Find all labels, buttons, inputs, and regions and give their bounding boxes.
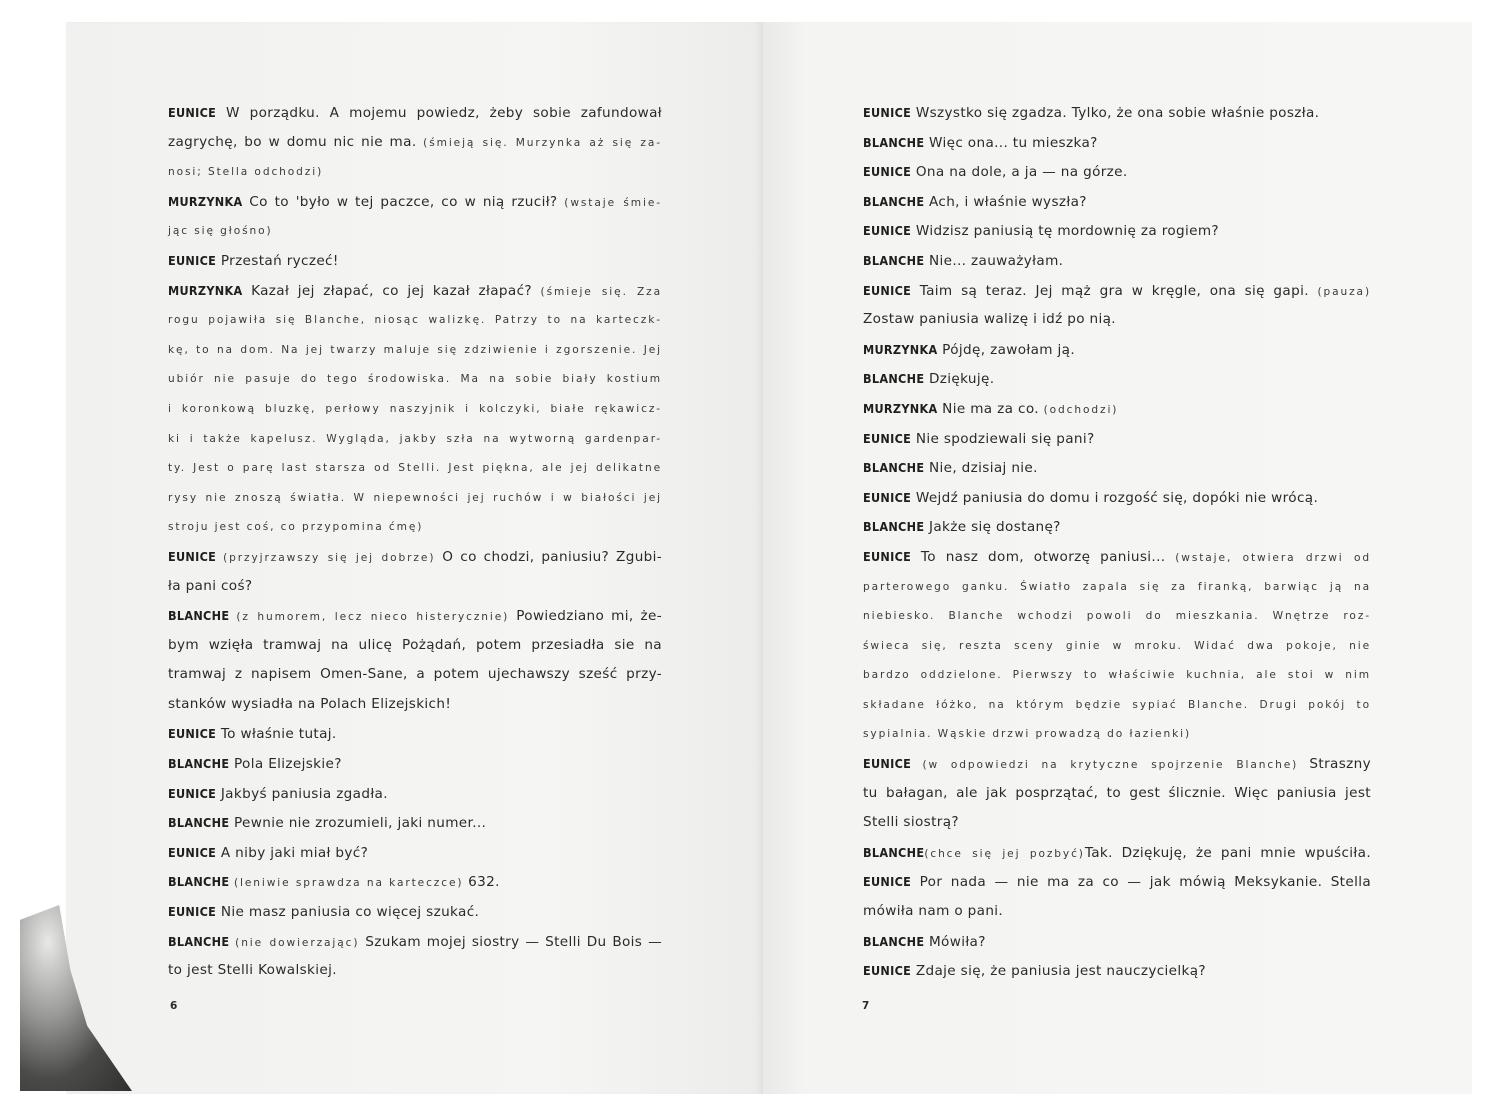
text-line — [863, 631, 1371, 661]
dialogue-text: Nie... zauważyłam. — [924, 252, 1064, 269]
text-line — [168, 335, 662, 365]
dialogue-text: Widzisz paniusią tę mordownię za rogiem? — [911, 223, 1219, 240]
dialogue-text: Wejdź paniusia do domu i rozgość się, dopóki nie wrócą. — [911, 489, 1319, 506]
text-line — [863, 660, 1371, 690]
stage-direction: stroju jest coś, co przypomina ćmę) — [168, 521, 424, 534]
text-line — [168, 867, 662, 897]
dialogue-text: Więc ona... tu mieszka? — [924, 134, 1098, 151]
dialogue-text — [911, 756, 922, 772]
text-line — [168, 601, 662, 631]
stage-direction: (śmieje się. Zza — [540, 285, 662, 298]
text-line — [168, 631, 662, 661]
stage-direction: (wstaje śmie- — [564, 196, 662, 209]
text-line — [863, 128, 1371, 158]
text-line — [863, 690, 1371, 720]
speaker-name: EUNICE — [168, 252, 217, 268]
stage-direction: (nie dowierzając) — [235, 936, 360, 949]
text-line — [863, 719, 1371, 749]
text-line — [168, 157, 662, 187]
dialogue-text: Taim są teraz. Jej mąż gra w kręgle, ona się gapi. — [911, 282, 1318, 299]
stage-direction: sypialnia. Wąskie drzwi prowadzą do łazienki) — [863, 728, 1191, 741]
dialogue-text: Ona na dole, a ja — na górze. — [911, 164, 1128, 181]
dialogue-text: Stelli siostrą? — [863, 814, 959, 831]
dialogue-text: tu bałagan, ale jak posprzątać, to gest ślicznie. Więc paniusia jest — [863, 784, 1371, 801]
stage-direction: nosi; Stella odchodzi) — [168, 166, 324, 179]
dialogue-text: mówiła nam o pani. — [863, 903, 1004, 920]
text-line — [168, 808, 662, 838]
dialogue-text: Powiedziano mi, że- — [509, 608, 662, 625]
speaker-name: BLANCHE — [168, 608, 230, 624]
dialogue-text: Pójdę, zawołam ją. — [937, 341, 1076, 358]
speaker-name: EUNICE — [863, 548, 912, 564]
stage-direction: ubiór nie pasuje do tego środowiska. Ma na sobie biały kostium — [168, 373, 662, 386]
text-line — [863, 216, 1371, 246]
text-line — [168, 542, 662, 572]
text-line — [168, 276, 662, 306]
stage-direction: (chce się jej pozbyć) — [924, 847, 1085, 860]
text-line — [168, 956, 662, 986]
speaker-name: EUNICE — [863, 963, 912, 979]
dialogue-text: stanków wysiadła na Polach Elizejskich! — [168, 695, 452, 712]
text-line — [168, 98, 662, 128]
dialogue-text: to jest Stelli Kowalskiej. — [168, 962, 337, 979]
right-page — [763, 22, 1472, 1094]
text-line — [863, 867, 1371, 897]
text-line — [863, 483, 1371, 513]
text-line — [863, 305, 1371, 335]
dialogue-text: Wszystko się zgadza. Tylko, że ona sobie właśnie poszła. — [911, 105, 1320, 121]
speaker-name: BLANCHE — [863, 252, 925, 268]
speaker-name: BLANCHE — [863, 844, 925, 860]
stage-direction: (z humorem, lecz nieco histerycznie) — [236, 611, 510, 624]
speaker-name: BLANCHE — [863, 193, 925, 209]
speaker-name: BLANCHE — [168, 874, 230, 890]
speaker-name: MURZYNKA — [863, 400, 938, 416]
stage-direction: świeca się, reszta sceny ginie w mroku. Widać dwa pokoje, nie — [863, 639, 1371, 652]
text-line — [168, 128, 662, 158]
dialogue-text: tramwaj z napisem Omen-Sane, a potem ujechawszy sześć przy- — [168, 666, 662, 683]
stage-direction: ki i także kapelusz. Wygląda, jakby szła na wytworną gardenpar- — [168, 432, 662, 445]
text-line — [168, 483, 662, 513]
right-page-number: 7 — [862, 1000, 870, 1012]
stage-direction: kę, to na dom. Na jej twarzy maluje się zdziwienie i zgorszenie. Jej — [168, 343, 662, 356]
dialogue-text: ła pani coś? — [168, 577, 253, 594]
dialogue-text: Szukam mojej siostry — Stelli Du Bois — — [359, 933, 663, 950]
speaker-name: EUNICE — [863, 223, 912, 239]
speaker-name: EUNICE — [168, 785, 217, 801]
stage-direction: ty. Jest o parę last starsza od Stelli. Jest piękna, ale jej delikatne — [168, 462, 662, 475]
dialogue-text: zagrychę, bo w domu nic nie ma. — [168, 133, 424, 150]
text-line — [863, 808, 1371, 838]
dialogue-text: Przestań ryczeć! — [216, 252, 339, 269]
stage-direction: rogu pojawiła się Blanche, niosąc walizkę. Patrzy to na karteczk- — [168, 314, 662, 327]
text-line — [863, 98, 1371, 128]
speaker-name: MURZYNKA — [168, 193, 243, 209]
text-line — [863, 364, 1371, 394]
dialogue-text: To właśnie tutaj. — [216, 726, 337, 743]
text-line — [168, 512, 662, 542]
speaker-name: EUNICE — [168, 548, 217, 564]
dialogue-text: Kazał jej złapać, co jej kazał złapać? — [242, 282, 541, 299]
dialogue-text: O co chodzi, paniusiu? Zgubi- — [435, 548, 663, 565]
speaker-name: EUNICE — [863, 489, 912, 505]
speaker-name: EUNICE — [168, 844, 217, 860]
dialogue-text: Nie masz paniusia co więcej szukać. — [216, 904, 480, 921]
text-line — [168, 572, 662, 602]
text-line — [863, 749, 1371, 779]
dialogue-text: Ach, i właśnie wyszła? — [924, 193, 1087, 210]
text-line — [863, 601, 1371, 631]
text-line — [863, 394, 1371, 424]
stage-direction: niebiesko. Blanche wchodzi powoli do mieszkania. Wnętrze roz- — [863, 610, 1371, 623]
stage-direction: (przyjrzawszy się jej dobrze) — [223, 551, 436, 564]
speaker-name: BLANCHE — [168, 933, 230, 949]
text-line — [863, 927, 1371, 957]
text-line — [863, 424, 1371, 454]
left-page-text — [168, 98, 662, 986]
speaker-name: BLANCHE — [863, 519, 925, 535]
text-line — [168, 364, 662, 394]
text-line — [863, 276, 1371, 306]
text-line — [168, 897, 662, 927]
text-line — [168, 660, 662, 690]
text-line — [863, 512, 1371, 542]
dialogue-text: Mówiła? — [924, 933, 986, 950]
text-line — [168, 305, 662, 335]
text-line — [168, 424, 662, 454]
speaker-name: EUNICE — [863, 282, 912, 298]
stage-direction: (wstaje, otwiera drzwi od — [1175, 551, 1371, 564]
dialogue-text: Zostaw paniusia walizę i idź po nią. — [863, 311, 1116, 328]
text-line — [863, 897, 1371, 927]
dialogue-text: Nie spodziewali się pani? — [911, 430, 1095, 447]
stage-direction: (śmieją się. Murzynka aż się za- — [423, 136, 662, 149]
speaker-name: BLANCHE — [863, 460, 925, 476]
speaker-name: MURZYNKA — [863, 341, 938, 357]
dialogue-text: Straszny — [1298, 756, 1371, 773]
text-line — [863, 838, 1371, 868]
speaker-name: BLANCHE — [168, 815, 230, 831]
text-line — [863, 246, 1371, 276]
stage-direction: jąc się głośno) — [168, 225, 273, 238]
text-line — [168, 749, 662, 779]
text-line — [168, 187, 662, 217]
speaker-name: EUNICE — [863, 105, 912, 120]
text-line — [168, 927, 662, 957]
speaker-name: MURZYNKA — [168, 282, 243, 298]
text-line — [863, 542, 1371, 572]
dialogue-text: To nasz dom, otworzę paniusi... — [911, 548, 1176, 565]
text-line — [168, 779, 662, 809]
speaker-name: EUNICE — [863, 756, 912, 772]
text-line — [863, 335, 1371, 365]
stage-direction: (w odpowiedzi na krytyczne spojrzenie Blanche) — [922, 759, 1299, 772]
dialogue-text: Pewnie nie zrozumieli, jaki numer... — [229, 815, 487, 832]
dialogue-text: Por nada — nie ma za co — jak mówią Meksykanie. Stella — [911, 874, 1371, 891]
speaker-name: BLANCHE — [863, 371, 925, 387]
dialogue-text: Jakże się dostanę? — [924, 519, 1061, 536]
text-line — [863, 157, 1371, 187]
stage-direction: składane łóżko, na którym będzie sypiać Blanche. Drugi pokój to — [863, 698, 1371, 711]
speaker-name: EUNICE — [863, 874, 912, 890]
dialogue-text: bym wzięła tramwaj na ulicę Pożądań, potem przesiadła sie na — [168, 636, 662, 653]
stage-direction: bardzo oddzielone. Pierwszy to właściwie kuchnia, ale stoi w nim — [863, 669, 1371, 682]
stage-direction: parterowego ganku. Światło zapala się za firanką, barwiąc ją na — [863, 580, 1371, 593]
text-line — [168, 838, 662, 868]
text-line — [168, 216, 662, 246]
stage-direction: (pauza) — [1317, 285, 1371, 298]
text-line — [168, 453, 662, 483]
speaker-name: EUNICE — [168, 904, 217, 920]
dialogue-text: Jakbyś paniusia zgadła. — [216, 785, 388, 802]
dialogue-text: Zdaje się, że paniusia jest nauczycielką? — [911, 963, 1206, 980]
right-page-text — [863, 98, 1371, 986]
stage-direction: rysy nie znoszą światła. W niepewności jej ruchów i w białości jej — [168, 491, 662, 504]
dialogue-text: Tak. Dziękuję, że pani mnie wpuściła. — [1084, 844, 1371, 861]
dialogue-text: A niby jaki miał być? — [216, 844, 369, 861]
text-line — [168, 246, 662, 276]
dialogue-text: Pola Elizejskie? — [229, 756, 342, 773]
dialogue-text: W porządku. A mojemu powiedz, żeby sobie zafundował — [216, 105, 662, 121]
text-line — [168, 719, 662, 749]
left-page — [66, 22, 763, 1094]
left-page-number: 6 — [170, 1000, 178, 1012]
text-line — [168, 690, 662, 720]
text-line — [863, 572, 1371, 602]
stage-direction: (leniwie sprawdza na karteczce) — [233, 877, 464, 890]
speaker-name: BLANCHE — [168, 756, 230, 772]
speaker-name: EUNICE — [168, 105, 217, 120]
dialogue-text: Co to 'było w tej paczce, co w nią rzucił? — [242, 193, 565, 210]
speaker-name: EUNICE — [863, 164, 912, 180]
dialogue-text: Dziękuję. — [924, 371, 995, 388]
text-line — [863, 453, 1371, 483]
dialogue-text: Nie ma za co. — [937, 400, 1044, 417]
text-line — [863, 956, 1371, 986]
speaker-name: EUNICE — [168, 726, 217, 742]
text-line — [863, 187, 1371, 217]
speaker-name: BLANCHE — [863, 134, 925, 150]
speaker-name: EUNICE — [863, 430, 912, 446]
stage-direction: i koronkową bluzkę, perłowy naszyjnik i kolczyki, białe rękawicz- — [168, 402, 662, 415]
stage-direction: (odchodzi) — [1043, 403, 1119, 416]
text-line — [168, 394, 662, 424]
book-spread — [66, 22, 1472, 1094]
speaker-name: BLANCHE — [863, 933, 925, 949]
text-line — [863, 779, 1371, 809]
dialogue-text: 632. — [463, 874, 500, 891]
dialogue-text: Nie, dzisiaj nie. — [924, 460, 1038, 477]
